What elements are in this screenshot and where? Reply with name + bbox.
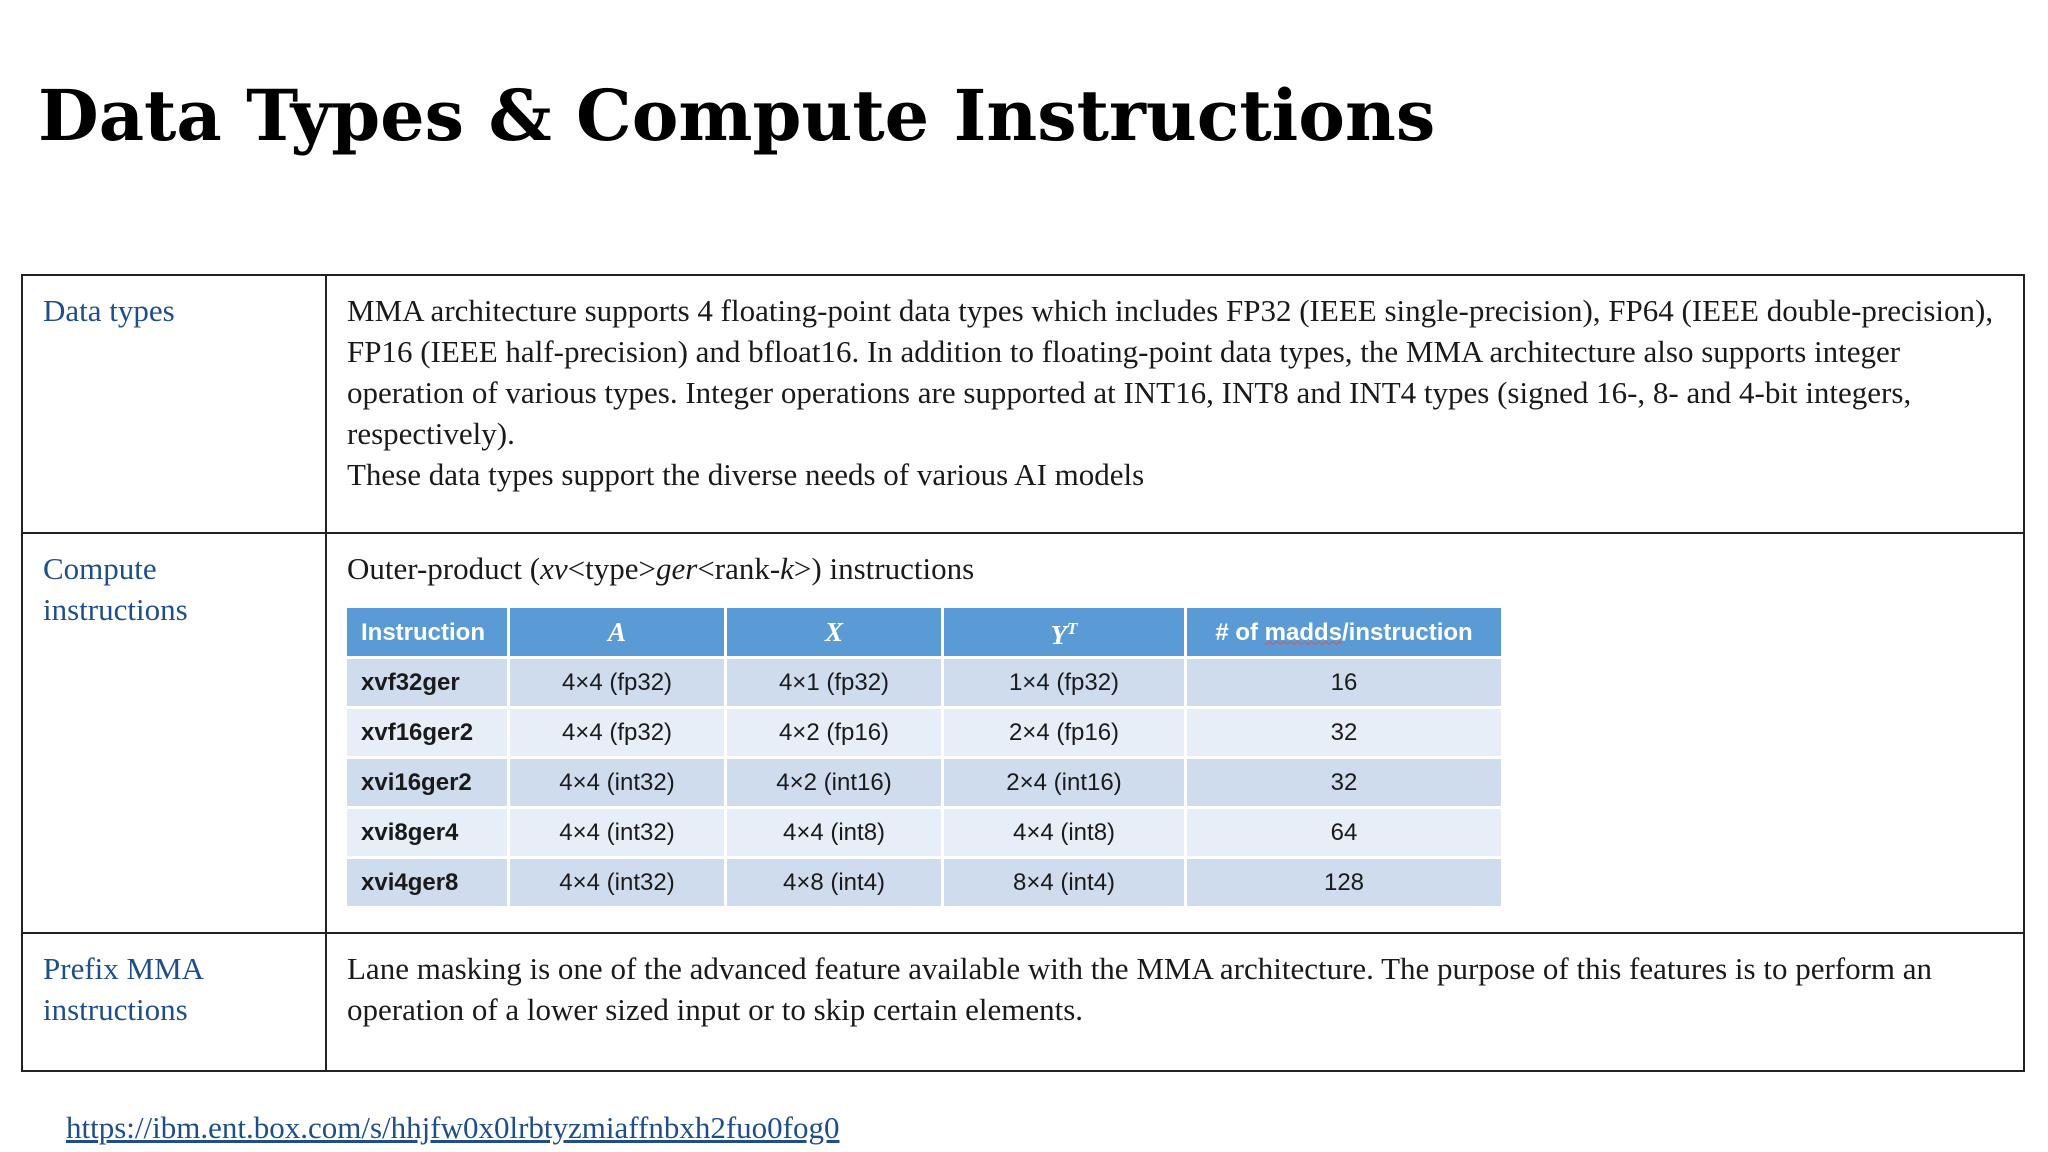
- instruction-table: [344, 605, 1504, 909]
- a-cell: 4×4 (fp32): [510, 659, 724, 706]
- table-row: [347, 759, 1501, 806]
- yt-cell: 2×4 (fp16): [944, 709, 1184, 756]
- compute-instructions-row: [22, 533, 2024, 933]
- prefix-label-line2: instructions: [43, 992, 188, 1027]
- content-table: [21, 274, 2025, 1072]
- data-types-summary: These data types support the diverse needs of various AI models: [347, 457, 1145, 492]
- madds-cell: 32: [1187, 709, 1501, 756]
- reference-link[interactable]: https://ibm.ent.box.com/s/hhjfw0x0lrbtyzmiaffnbxh2fuo0fog0: [66, 1110, 840, 1145]
- yt-cell: 8×4 (int4): [944, 859, 1184, 906]
- compute-label-line1: Compute: [43, 551, 157, 586]
- a-cell: 4×4 (fp32): [510, 709, 724, 756]
- data-types-label: Data types: [22, 275, 326, 533]
- x-cell: 4×8 (int4): [727, 859, 941, 906]
- a-cell: 4×4 (int32): [510, 809, 724, 856]
- table-row: [347, 659, 1501, 706]
- header-madds: # of madds/instruction: [1187, 608, 1501, 656]
- a-cell: 4×4 (int32): [510, 859, 724, 906]
- x-cell: 4×2 (int16): [727, 759, 941, 806]
- yt-cell: 1×4 (fp32): [944, 659, 1184, 706]
- prefix-mma-description: [326, 933, 2024, 1071]
- x-cell: 4×4 (int8): [727, 809, 941, 856]
- yt-cell: 2×4 (int16): [944, 759, 1184, 806]
- instruction-cell: xvf32ger: [347, 659, 507, 706]
- compute-instructions-content: [326, 533, 2024, 933]
- header-a: A: [510, 608, 724, 656]
- slide-title: Data Types & Compute Instructions: [38, 74, 1436, 157]
- prefix-mma-label: [22, 933, 326, 1071]
- table-row: [347, 859, 1501, 906]
- instruction-cell: xvi8ger4: [347, 809, 507, 856]
- prefix-mma-paragraph: Lane masking is one of the advanced feature available with the MMA architecture. The purpose of this features is to perform an operation of a lower sized input or to skip certain elements.: [347, 951, 1933, 1027]
- data-types-paragraph: MMA architecture supports 4 floating-point data types which includes FP32 (IEEE single-precision), FP64 (IEEE double-precision), FP16 (IEEE half-precision) and bfloat16. In addition to floating-point data types, the MMA architecture also supports integer operation of various types. Integer operations are supported at INT16, INT8 and INT4 types (signed 16-, 8- and 4-bit integers, respectively).: [347, 293, 1994, 451]
- instruction-cell: xvi4ger8: [347, 859, 507, 906]
- a-cell: 4×4 (int32): [510, 759, 724, 806]
- table-row: [347, 709, 1501, 756]
- instruction-cell: xvf16ger2: [347, 709, 507, 756]
- x-cell: 4×2 (fp16): [727, 709, 941, 756]
- data-types-row: [22, 275, 2024, 533]
- header-yt: $Y^T$: [944, 608, 1184, 656]
- outer-product-heading: Outer-product (xv<type>ger<rank-k>) instructions: [347, 551, 975, 586]
- compute-label-line2: instructions: [43, 592, 188, 627]
- instruction-cell: xvi16ger2: [347, 759, 507, 806]
- spellcheck-underline: madds: [1264, 618, 1343, 646]
- yt-cell: 4×4 (int8): [944, 809, 1184, 856]
- prefix-mma-row: [22, 933, 2024, 1071]
- x-cell: 4×1 (fp32): [727, 659, 941, 706]
- header-instruction: Instruction: [347, 608, 507, 656]
- madds-cell: 128: [1187, 859, 1501, 906]
- madds-cell: 32: [1187, 759, 1501, 806]
- instruction-table-header: [347, 608, 1501, 656]
- header-x: X: [727, 608, 941, 656]
- prefix-label-line1: Prefix MMA: [43, 951, 205, 986]
- table-row: [347, 809, 1501, 856]
- data-types-description: [326, 275, 2024, 533]
- madds-cell: 16: [1187, 659, 1501, 706]
- compute-instructions-label: [22, 533, 326, 933]
- madds-cell: 64: [1187, 809, 1501, 856]
